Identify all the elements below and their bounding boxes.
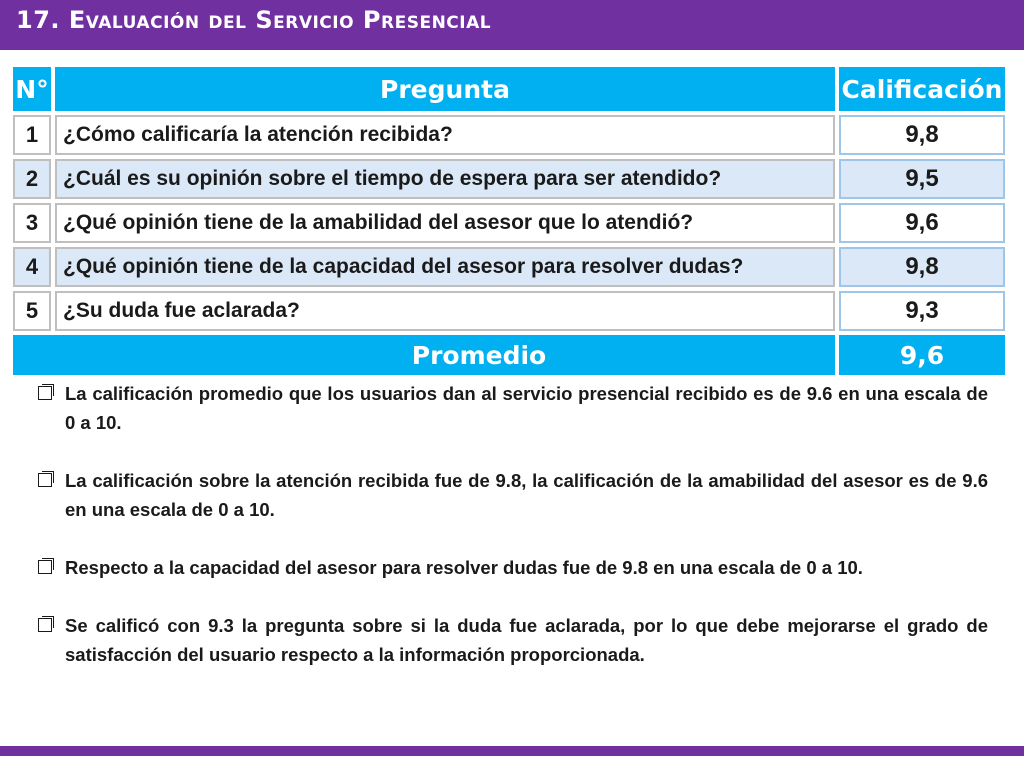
row-score: 9,8 bbox=[839, 247, 1005, 287]
list-item bbox=[38, 611, 988, 669]
checkbox-bullet-icon bbox=[38, 560, 52, 574]
list-item bbox=[38, 466, 988, 524]
table-row bbox=[13, 203, 1005, 243]
header-score: Calificación bbox=[839, 67, 1005, 111]
evaluation-table bbox=[13, 67, 1005, 379]
row-question: ¿Su duda fue aclarada? bbox=[55, 291, 835, 331]
bottom-bar bbox=[0, 746, 1024, 756]
average-label: Promedio bbox=[13, 335, 835, 375]
row-question: ¿Qué opinión tiene de la capacidad del asesor para resolver dudas? bbox=[55, 247, 835, 287]
table-row bbox=[13, 159, 1005, 199]
average-score: 9,6 bbox=[839, 335, 1005, 375]
table-header-row bbox=[13, 67, 1005, 111]
findings-list bbox=[38, 379, 988, 669]
bullet-text: La calificación sobre la atención recibida fue de 9.8, la calificación de la amabilidad del asesor es de 9.6 en una escala de 0 a 10. bbox=[65, 470, 988, 520]
row-num: 2 bbox=[13, 159, 51, 199]
header-question: Pregunta bbox=[55, 67, 835, 111]
average-row bbox=[13, 335, 1005, 375]
bullet-text: Respecto a la capacidad del asesor para resolver dudas fue de 9.8 en una escala de 0 a 10. bbox=[65, 557, 863, 578]
header-num: N° bbox=[13, 67, 51, 111]
row-num: 5 bbox=[13, 291, 51, 331]
bullet-text: La calificación promedio que los usuarios dan al servicio presencial recibido es de 9.6 en una escala de 0 a 10. bbox=[65, 383, 988, 433]
slide-title: 17. Evaluación del Servicio Presencial bbox=[16, 6, 492, 34]
bullet-text: Se calificó con 9.3 la pregunta sobre si la duda fue aclarada, por lo que debe mejorarse el grado de satisfacción del usuario respecto a la información proporcionada. bbox=[65, 615, 988, 665]
row-num: 3 bbox=[13, 203, 51, 243]
table-row bbox=[13, 291, 1005, 331]
checkbox-bullet-icon bbox=[38, 386, 52, 400]
title-bar bbox=[0, 0, 1024, 50]
row-num: 4 bbox=[13, 247, 51, 287]
row-question: ¿Cómo calificaría la atención recibida? bbox=[55, 115, 835, 155]
row-score: 9,6 bbox=[839, 203, 1005, 243]
checkbox-bullet-icon bbox=[38, 618, 52, 632]
checkbox-bullet-icon bbox=[38, 473, 52, 487]
row-score: 9,5 bbox=[839, 159, 1005, 199]
list-item bbox=[38, 379, 988, 437]
row-question: ¿Qué opinión tiene de la amabilidad del asesor que lo atendió? bbox=[55, 203, 835, 243]
table-row bbox=[13, 247, 1005, 287]
row-question: ¿Cuál es su opinión sobre el tiempo de espera para ser atendido? bbox=[55, 159, 835, 199]
row-score: 9,8 bbox=[839, 115, 1005, 155]
list-item bbox=[38, 553, 988, 582]
table-row bbox=[13, 115, 1005, 155]
row-num: 1 bbox=[13, 115, 51, 155]
row-score: 9,3 bbox=[839, 291, 1005, 331]
